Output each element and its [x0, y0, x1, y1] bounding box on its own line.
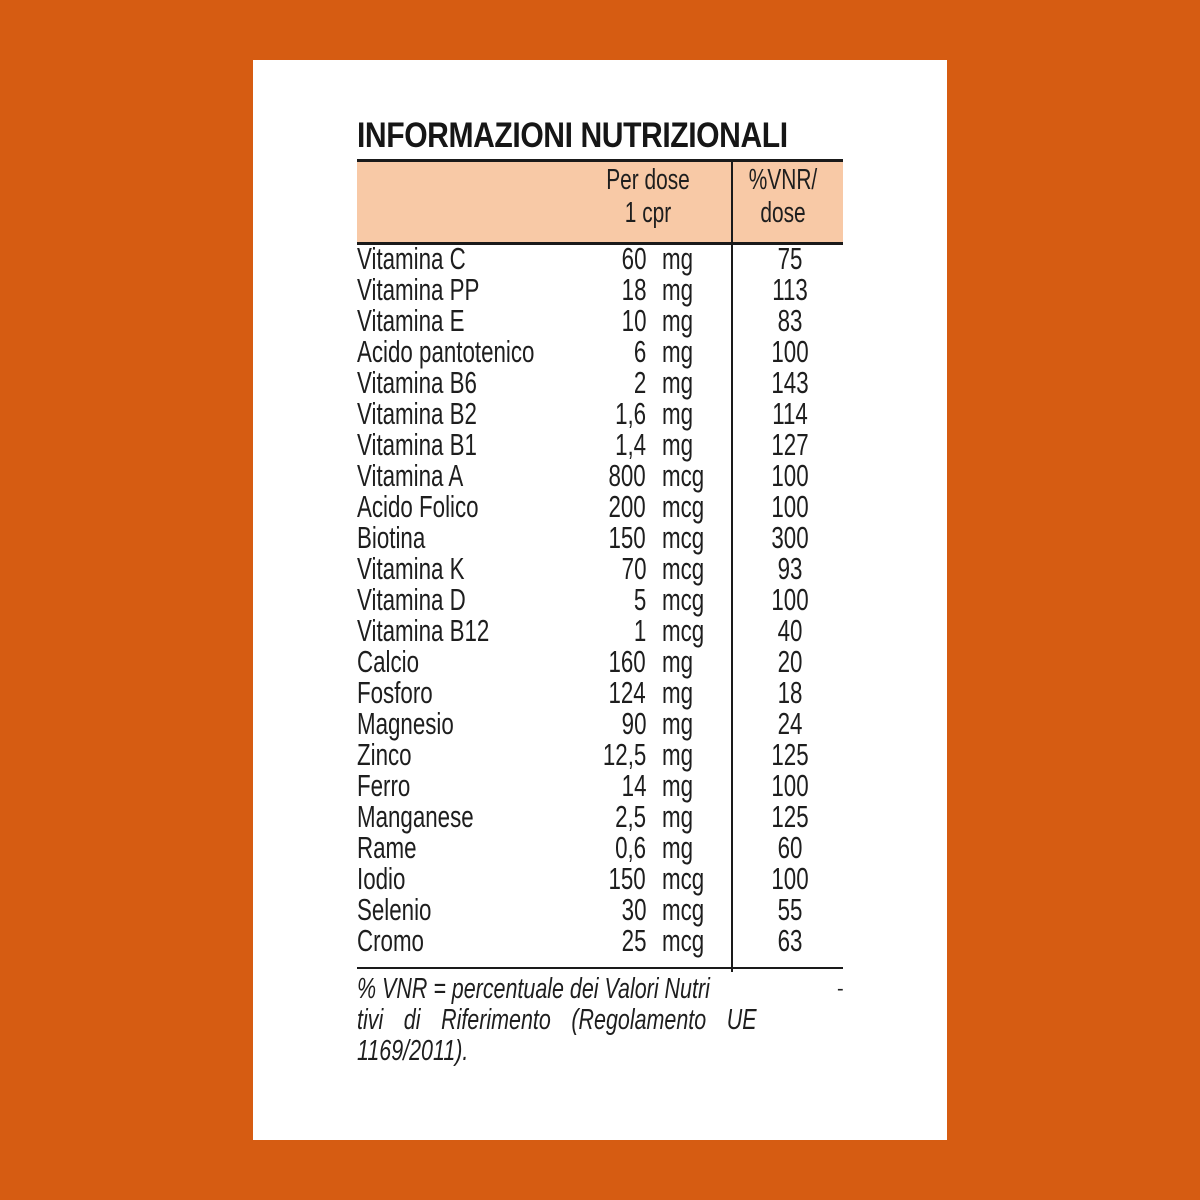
nutrient-name: Rame — [357, 830, 417, 865]
table-row — [357, 832, 843, 863]
table-row — [357, 584, 843, 615]
hyphen-mark: - — [837, 978, 844, 1000]
nutrient-vnr: 63 — [777, 923, 803, 958]
nutrient-vnr: 60 — [777, 830, 803, 865]
footnote-word: tivi — [357, 1004, 384, 1036]
footnote-word: di — [403, 1004, 421, 1036]
footnote-word: Riferimento — [441, 1004, 551, 1036]
nutrient-vnr: 75 — [777, 241, 803, 276]
nutrient-value: 25 — [621, 923, 646, 958]
nutrient-vnr: 300 — [771, 520, 809, 555]
nutrient-vnr: 100 — [771, 768, 809, 803]
nutrient-vnr: 127 — [771, 427, 809, 462]
footnote-line-3: 1169/2011). — [357, 1035, 469, 1067]
nutrient-value: 2,5 — [614, 799, 646, 834]
nutrient-unit: mg — [662, 272, 694, 307]
nutrient-vnr: 100 — [771, 458, 809, 493]
nutrient-value: 90 — [621, 706, 646, 741]
nutrient-vnr: 20 — [777, 644, 803, 679]
footnote-word: UE — [726, 1004, 757, 1036]
nutrient-unit: mg — [662, 830, 694, 865]
nutrient-name: Magnesio — [357, 706, 454, 741]
nutrient-table — [357, 243, 843, 956]
nutrient-value: 1 — [633, 613, 646, 648]
table-row — [357, 460, 843, 491]
nutrient-name: Vitamina C — [357, 241, 466, 276]
nutrient-unit: mcg — [662, 892, 705, 927]
nutrient-name: Vitamina B12 — [357, 613, 490, 648]
table-row — [357, 770, 843, 801]
nutrient-unit: mcg — [662, 458, 705, 493]
table-row — [357, 429, 843, 460]
column-header-vnr-line2: dose — [760, 197, 806, 229]
nutrient-name: Calcio — [357, 644, 420, 679]
nutrient-value: 5 — [633, 582, 646, 617]
nutrient-vnr: 83 — [777, 303, 803, 338]
nutrient-vnr: 24 — [777, 706, 803, 741]
table-row — [357, 646, 843, 677]
nutrient-name: Iodio — [357, 861, 406, 896]
table-row — [357, 398, 843, 429]
nutrient-vnr: 55 — [777, 892, 803, 927]
nutrient-unit: mg — [662, 644, 694, 679]
table-row — [357, 274, 843, 305]
nutrient-value: 70 — [621, 551, 646, 586]
nutrient-vnr: 93 — [777, 551, 803, 586]
nutrient-unit: mg — [662, 303, 694, 338]
nutrient-value: 200 — [608, 489, 646, 524]
nutrient-unit: mg — [662, 706, 694, 741]
nutrient-value: 30 — [621, 892, 646, 927]
nutrient-name: Vitamina K — [357, 551, 465, 586]
table-row — [357, 863, 843, 894]
nutrient-vnr: 100 — [771, 334, 809, 369]
nutrient-vnr: 40 — [777, 613, 803, 648]
column-header-dose-line2: 1 cpr — [624, 197, 672, 229]
nutrient-name: Vitamina B2 — [357, 396, 477, 431]
nutrient-name: Biotina — [357, 520, 426, 555]
nutrient-vnr: 100 — [771, 489, 809, 524]
nutrient-value: 160 — [608, 644, 646, 679]
nutrient-unit: mg — [662, 737, 694, 772]
nutrient-vnr: 125 — [771, 799, 809, 834]
nutrient-vnr: 113 — [772, 272, 808, 307]
nutrient-unit: mg — [662, 365, 694, 400]
nutrition-label-card — [253, 60, 947, 1140]
column-header-dose-line1: Per dose — [606, 164, 690, 196]
nutrient-name: Vitamina B6 — [357, 365, 477, 400]
table-row — [357, 243, 843, 274]
table-row — [357, 491, 843, 522]
nutrient-value: 6 — [633, 334, 646, 369]
table-row — [357, 894, 843, 925]
nutrient-unit: mcg — [662, 520, 705, 555]
table-row — [357, 739, 843, 770]
footer-rule — [357, 967, 843, 969]
nutrient-unit: mg — [662, 768, 694, 803]
nutrient-value: 150 — [608, 861, 646, 896]
nutrient-value: 1,4 — [614, 427, 646, 462]
nutrient-name: Acido Folico — [357, 489, 479, 524]
nutrient-name: Ferro — [357, 768, 411, 803]
nutrient-unit: mcg — [662, 551, 705, 586]
nutrient-name: Vitamina B1 — [357, 427, 477, 462]
nutrient-vnr: 143 — [771, 365, 809, 400]
column-header-vnr-line1: %VNR/ — [748, 164, 818, 196]
footnote — [357, 974, 857, 1067]
nutrient-name: Vitamina D — [357, 582, 466, 617]
nutrient-vnr: 100 — [771, 861, 809, 896]
nutrient-unit: mg — [662, 675, 694, 710]
nutrient-unit: mcg — [662, 861, 705, 896]
nutrient-unit: mcg — [662, 613, 705, 648]
nutrient-name: Selenio — [357, 892, 432, 927]
nutrient-value: 2 — [633, 365, 646, 400]
nutrient-value: 18 — [621, 272, 646, 307]
nutrient-value: 14 — [621, 768, 646, 803]
nutrient-name: Vitamina PP — [357, 272, 480, 307]
nutrient-vnr: 125 — [771, 737, 809, 772]
nutrient-unit: mg — [662, 334, 694, 369]
page-title: INFORMAZIONI NUTRIZIONALI — [357, 116, 788, 155]
nutrient-unit: mg — [662, 396, 694, 431]
nutrient-name: Fosforo — [357, 675, 433, 710]
table-row — [357, 925, 843, 956]
nutrient-vnr: 18 — [777, 675, 803, 710]
table-row — [357, 708, 843, 739]
nutrient-unit: mg — [662, 241, 694, 276]
nutrient-name: Zinco — [357, 737, 412, 772]
nutrient-unit: mg — [662, 427, 694, 462]
nutrient-name: Cromo — [357, 923, 424, 958]
table-row — [357, 615, 843, 646]
nutrient-value: 800 — [608, 458, 646, 493]
nutrient-name: Vitamina E — [357, 303, 465, 338]
nutrient-name: Manganese — [357, 799, 474, 834]
nutrient-name: Acido pantotenico — [357, 334, 535, 369]
nutrient-value: 0,6 — [614, 830, 646, 865]
table-row — [357, 553, 843, 584]
nutrient-value: 10 — [621, 303, 646, 338]
nutrient-value: 1,6 — [614, 396, 646, 431]
nutrient-value: 60 — [621, 241, 646, 276]
nutrient-value: 150 — [608, 520, 646, 555]
nutrient-name: Vitamina A — [357, 458, 464, 493]
table-row — [357, 677, 843, 708]
nutrient-value: 12,5 — [602, 737, 646, 772]
nutrient-vnr: 114 — [772, 396, 808, 431]
nutrient-value: 124 — [608, 675, 646, 710]
nutrient-unit: mcg — [662, 923, 705, 958]
nutrient-vnr: 100 — [771, 582, 809, 617]
nutrient-unit: mcg — [662, 489, 705, 524]
footnote-word: (Regolamento — [571, 1004, 707, 1036]
column-header-dose — [593, 164, 702, 230]
footnote-line-1: % VNR = percentuale dei Valori Nutri — [357, 973, 710, 1005]
column-header-vnr — [747, 164, 819, 230]
table-row — [357, 801, 843, 832]
nutrient-unit: mg — [662, 799, 694, 834]
footnote-line-2 — [357, 1005, 757, 1036]
table-row — [357, 305, 843, 336]
table-row — [357, 336, 843, 367]
table-row — [357, 367, 843, 398]
nutrient-unit: mcg — [662, 582, 705, 617]
table-row — [357, 522, 843, 553]
